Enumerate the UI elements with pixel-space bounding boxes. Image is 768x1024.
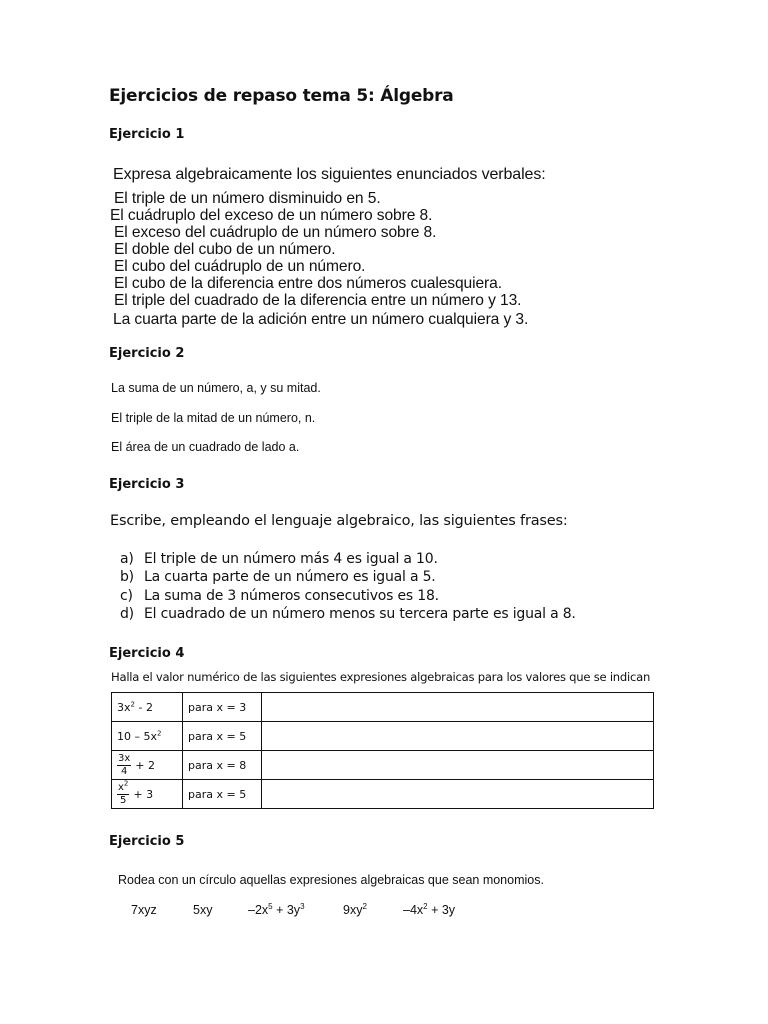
exercise-3-item [120,588,439,604]
exercise-1-line: El doble del cubo de un número. [114,241,336,258]
exercise-5-heading: Ejercicio 5 [109,834,185,849]
value-cell: para x = 5 [183,722,262,751]
expression-cell: $10 - 5x^2$ [112,722,183,751]
item-marker: c) [120,588,133,604]
table-row [112,693,654,722]
exercise-1-line: El triple de un número disminuido en 5. [114,190,381,207]
item-marker: a) [120,551,134,567]
value-cell: para x = 5 [183,780,262,809]
exercise-1-line: El cuádruplo del exceso de un número sobre 8. [110,207,433,224]
exercise-1-line: La cuarta parte de la adición entre un número cualquiera y 3. [113,311,529,328]
exercise-4-heading: Ejercicio 4 [109,646,185,661]
table-row [112,780,654,809]
exercise-2-heading: Ejercicio 2 [109,346,185,361]
fraction: $\frac{3x}{4}$ [118,752,131,777]
monomial-option[interactable]: 7xyz [131,903,157,917]
exercise-2-line: El área de un cuadrado de lado a. [111,440,300,454]
answer-cell[interactable] [262,780,654,809]
exercise-1-line: El triple del cuadrado de la diferencia entre un número y 13. [114,292,522,309]
exercise-2-line: La suma de un número, a, y su mitad. [111,381,321,395]
monomial-option[interactable]: $-4x^2 + 3y$ [403,901,456,917]
value-cell: para x = 3 [183,693,262,722]
table-row [112,751,654,780]
exercise-1-heading: Ejercicio 1 [109,127,185,142]
item-text: La cuarta parte de un número es igual a 5. [144,569,436,585]
fraction: $\frac{x^2}{5}$ [118,779,129,806]
item-text: La suma de 3 números consecutivos es 18. [144,588,439,604]
exercise-3-heading: Ejercicio 3 [109,477,185,492]
answer-cell[interactable] [262,693,654,722]
exercise-3-intro: Escribe, empleando el lenguaje algebraico, las siguientes frases: [110,513,568,529]
exercise-1-line: El exceso del cuádruplo de un número sobre 8. [114,224,437,241]
table-row [112,722,654,751]
exercise-4-intro: Halla el valor numérico de las siguientes expresiones algebraicas para los valores que se indican [111,670,651,684]
item-marker: d) [120,606,134,622]
item-text: El cuadrado de un número menos su tercera parte es igual a 8. [144,606,576,622]
exercise-1-line: El cubo del cuádruplo de un número. [114,258,366,275]
expression-cell: $3x^2 - 2$ [112,693,183,722]
exercise-3-item [120,569,436,585]
monomial-option[interactable]: $9xy^2$ [343,901,367,917]
item-marker: b) [120,569,134,585]
exercise-1-intro: Expresa algebraicamente los siguientes enunciados verbales: [113,166,546,183]
exercise-2-line: El triple de la mitad de un número, n. [111,411,316,425]
expression-cell: $\frac{x^2}{5}$ + 3 [112,780,183,809]
monomial-option[interactable]: $-2x^5 + 3y^3$ [248,901,305,917]
exercise-5-intro: Rodea con un círculo aquellas expresiones algebraicas que sean monomios. [118,873,544,887]
page-title: Ejercicios de repaso tema 5: Álgebra [109,86,454,106]
answer-cell[interactable] [262,722,654,751]
answer-cell[interactable] [262,751,654,780]
expression-cell: $\frac{3x}{4}$ + 2 [112,751,183,780]
exercise-1-line: El cubo de la diferencia entre dos números cualesquiera. [114,275,502,292]
value-cell: para x = 8 [183,751,262,780]
exercise-3-item [120,551,438,567]
values-table [111,692,654,809]
item-text: El triple de un número más 4 es igual a 10. [144,551,438,567]
monomial-option[interactable]: 5xy [193,903,213,917]
exercise-3-item [120,606,576,622]
